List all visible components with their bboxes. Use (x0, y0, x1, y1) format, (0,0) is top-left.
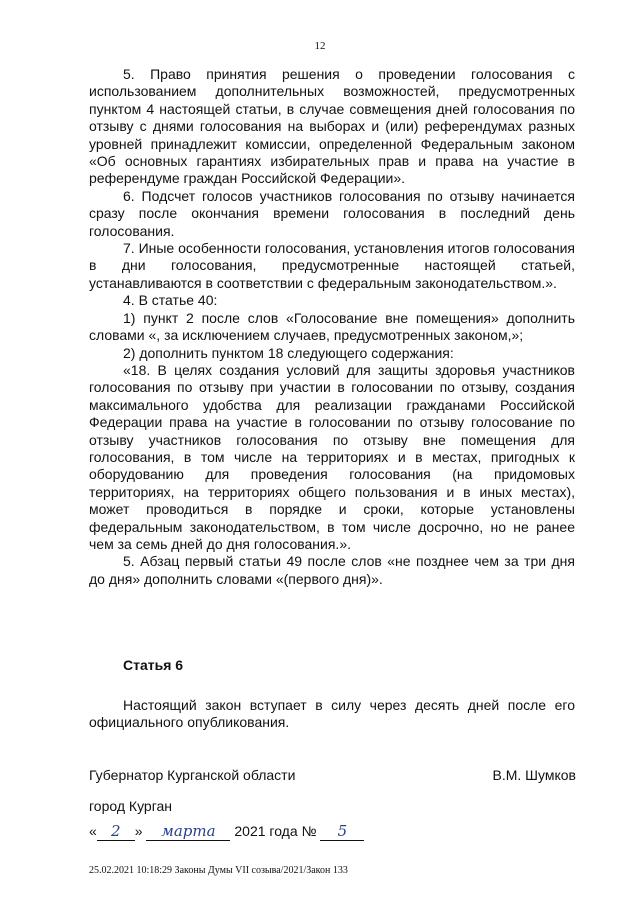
document-footer: 25.02.2021 10:18:29 Законы Думы VII созыва/2021/Закон 133 (89, 865, 348, 876)
date-line (89, 822, 364, 841)
signatory-name: В.М. Шумков (492, 767, 576, 783)
paragraph: 1) пункт 2 после слов «Голосование вне помещения» дополнить словами «, за исключением случаев, предусмотренных законом,»; (89, 309, 575, 344)
paragraph: 5. Право принятия решения о проведении голосования с использованием дополнительных возможностей, предусмотренных пунктом 4 настоящей статьи, в случае совмещения дней голосования по отзыву с днями голосования на выборах и (или) референдумах разных уровней принадлежит комиссии, определенной Федеральным законом «Об основных гарантиях избирательных прав и права на участие в референдуме граждан Российской Федерации». (89, 66, 575, 187)
handwritten-number: 5 (320, 822, 364, 841)
paragraph: 2) дополнить пунктом 18 следующего содержания: (123, 344, 454, 361)
page-number: 12 (314, 40, 326, 52)
handwritten-day: 2 (97, 822, 135, 841)
open-quote: « (89, 823, 97, 839)
signatory-title: Губернатор Курганской области (89, 767, 296, 783)
handwritten-month: марта (146, 822, 230, 841)
close-quote: » (134, 823, 143, 839)
effective-date-text (89, 697, 575, 732)
amendment-text (89, 66, 575, 588)
paragraph: 7. Иные особенности голосования, установления итогов голосования в дни голосования, предусмотренные настоящей статьей, устанавливаются в соответствии с федеральным законодательством.». (89, 240, 575, 291)
paragraph: 4. В статье 40: (123, 292, 218, 309)
year-label: 2021 года № (234, 823, 317, 839)
article-heading: Статья 6 (123, 657, 184, 673)
paragraph: Настоящий закон вступает в силу через десять дней после его официального опубликования. (89, 697, 575, 731)
paragraph: 6. Подсчет голосов участников голосования по отзыву начинается сразу после окончания времени голосования в последний день голосования. (89, 187, 575, 239)
city-line: город Курган (89, 798, 173, 814)
paragraph: 5. Абзац первый статьи 49 после слов «не позднее чем за три дня до дня» дополнить словами «(первого дня)». (89, 553, 575, 587)
paragraph: «18. В целях создания условий для защиты здоровья участников голосования по отзыву при участии в голосовании по отзыву, создания максимального удобства для реализации гражданами Российской Федерации права на участие в голосовании по отзыву голосование по отзыву участников голосования по отзыву вне помещения для голосования, в том числе на территориях и в местах, пригодных к оборудованию для проведения голосования (на придомовых территориях, на территориях общего пользования и в иных местах), может проводиться в порядке и сроки, которые установлены федеральным законодательством, в том числе досрочно, но не ранее чем за семь дней до дня голосования.». (89, 361, 575, 552)
